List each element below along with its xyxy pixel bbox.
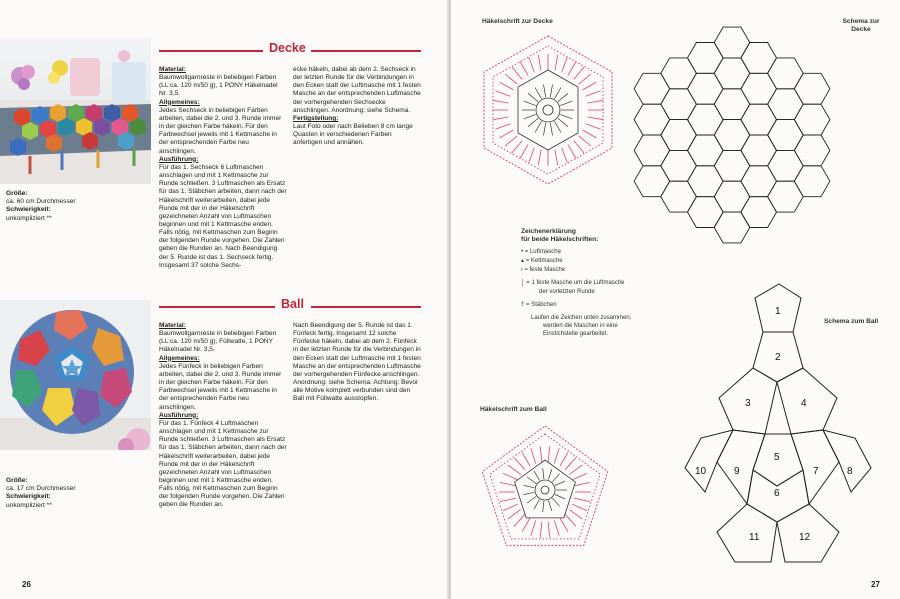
stitch-mark	[540, 522, 542, 538]
pentagon-label-8: 8	[847, 466, 853, 477]
stitch-mark	[572, 473, 587, 480]
stitch-mark	[524, 114, 536, 119]
kettmasche-symbol: ▴	[521, 258, 526, 264]
schema-hexagon	[661, 58, 697, 89]
decke-groesse-value: ca. 60 cm Durchmesser	[6, 198, 76, 206]
stitch-mark	[514, 458, 525, 470]
stitch-mark	[544, 123, 546, 136]
stitch-mark	[579, 74, 591, 84]
stitch-mark	[528, 93, 538, 101]
stitch-mark	[555, 88, 562, 99]
stitch-mark	[554, 521, 559, 536]
pentagon-9	[717, 430, 765, 504]
ball-title: Ball	[281, 297, 304, 311]
stitch-mark	[572, 504, 587, 511]
schema-hexagon	[661, 120, 697, 151]
stitch-mark	[493, 100, 509, 103]
ball-groesse-value: ca. 17 cm Durchmesser	[6, 485, 76, 493]
schema-hexagon	[741, 73, 777, 104]
schema-hexagon	[688, 104, 724, 135]
stitch-mark	[569, 510, 582, 519]
stitch-mark	[574, 498, 590, 501]
ball-paragraph: Jedes Fünfeck in beliebigen Farben arbeiten, dabei die 2. und 3. Runde immer in der gleichen Farbe häkeln. Für den Farbwechsel jeweils mit 1 Kettmasche in der entsprechenden Farbe neu anschlingen.	[159, 362, 282, 411]
schema-hexagon	[794, 166, 830, 197]
stitch-mark	[558, 118, 568, 126]
lange-masche-symbol: ⌡	[521, 280, 527, 286]
stitch-mark	[558, 93, 568, 101]
schema-hexagon	[688, 73, 724, 104]
stitch-mark	[586, 124, 601, 130]
zeichen-line1: Zeichenerklärung	[521, 228, 576, 235]
legend-note-1: Laufen die Zeichen unten zusammen,	[531, 315, 632, 321]
schema-hexagon	[688, 197, 724, 228]
ball-schwierigkeit-value: unkompliziert **	[6, 501, 52, 509]
stitch-mark	[555, 55, 558, 71]
legend	[521, 248, 671, 338]
stitch-mark	[565, 514, 576, 526]
pentagon-label-4: 4	[801, 398, 807, 409]
stitch-mark	[587, 117, 603, 120]
stitch-mark	[512, 67, 522, 79]
stitch-mark	[527, 497, 536, 503]
decke-paragraph: Für das 1. Sechseck 6 Luftmaschen anschlagen und mit 1 Kettmasche zur Runde schließen. 3 Luftmaschen als Ersatz für das 1. Stäbchen arbeiten, dann nach der Häkelschrift weiterarbeiten, dabei jede Runde mit der in der Häkelschrift gezeichneten Anzahl von Luftmaschen beginnen und mit 1 Kettmasche enden. Falls nötig, mit Kettmaschen zum Beginn der folgenden Runde vorgehen. Die Zahlen geben die Runden an. Nach Beendigung der 5. Runde ist das 1. Sechseck fertig. Insgesamt 37 solche Sechs-	[159, 163, 287, 269]
stitch-mark	[548, 469, 551, 479]
legend-luftmasche: = Luftmasche	[524, 249, 561, 255]
schema-hexagon	[794, 73, 830, 104]
stitch-mark	[493, 117, 509, 120]
pentagon-label-12: 12	[799, 532, 811, 543]
decke-paragraph: Jedes Sechseck in beliebigen Farben arbeiten, dabei die 2. und 3. Runde immer in der gleichen Farbe häkeln. Für den Farbwechsel jeweils mit 1 Kettmasche in der entsprechenden Farbe neu anschlingen.	[159, 106, 282, 155]
schema-hexagon	[714, 89, 750, 120]
stitch-mark	[535, 88, 542, 99]
haekelschrift-ball-label: Häkelschrift zum Ball	[480, 406, 547, 413]
schema-hexagon	[688, 135, 724, 166]
stitch-mark	[520, 145, 528, 159]
stitch-mark	[562, 57, 568, 72]
stitch-mark	[534, 471, 540, 481]
ball-heading: Material:	[159, 322, 186, 329]
stitch-mark	[568, 62, 576, 76]
schema-hexagon	[634, 73, 670, 104]
stitch-mark	[560, 518, 568, 532]
schema-hexagon	[768, 181, 804, 212]
stitch-mark	[514, 514, 525, 526]
stitch-mark	[522, 452, 530, 466]
ball-paragraph: Für das 1. Fünfeck 4 Luftmaschen anschlagen und mit 1 Kettmasche zur Runde schließen. 3 Luftmaschen als Ersatz für das 1. Stäbchen arbeiten, dann nach der Häkelschrift weiterarbeiten, dabei jede Runde mit der in der Häkelschrift gezeichneten Anzahl von Luftmaschen beginnen und mit 1 Kettmasche enden. Falls nötig, mit Kettmaschen zum Beginn der folgenden Runde vorgehen. Die Zahlen geben die Runden an.	[159, 419, 287, 509]
ball-schwierigkeit-label: Schwierigkeit:	[6, 493, 51, 501]
stitch-mark	[587, 100, 603, 103]
stitch-mark	[574, 482, 590, 485]
decke-photo	[0, 38, 151, 184]
stitch-mark	[529, 148, 535, 163]
schema-decke-line1: Schema zur	[842, 18, 880, 25]
stitch-mark	[500, 130, 514, 138]
stitch-mark	[503, 473, 518, 480]
stitch-mark	[540, 446, 542, 462]
schema-hexagon	[688, 166, 724, 197]
ball-paragraph: Nach Beendigung der 5. Runde ist das 1. Fünfeck fertig. Insgesamt 12 solche Fünfecke häkeln, dabei ab dem 2. Fünfeck in der letzten Runde für die Verbindungen in den Ecken statt der Luftmasche mit 1 festen Masche an der entsprechenden Luftmasche der vorhergehenden Fünfecke anschlingen. Anordnung: siehe Schema. Achtung: Bevor alle Motive komplett verbunden sind den Ball mit Füllwatte ausstopfen.	[293, 322, 421, 403]
stitch-mark	[538, 149, 541, 165]
decke-heading: Allgemeines:	[159, 98, 200, 106]
pentagon-label-1: 1	[775, 306, 781, 317]
ball-heading: Allgemeines:	[159, 354, 200, 362]
schema-hexagon	[768, 89, 804, 120]
stitch-mark	[548, 522, 550, 538]
legend-feste-masche: = feste Masche	[524, 267, 566, 273]
pentagon-4	[777, 368, 837, 434]
stitch-mark	[531, 521, 536, 536]
zeichen-line2: für beide Häkelschriften:	[521, 236, 599, 243]
stitch-mark	[512, 141, 522, 153]
schema-hexagon	[768, 120, 804, 151]
schema-hexagon	[768, 150, 804, 181]
schema-hexagon	[714, 181, 750, 212]
schema-hexagon	[741, 166, 777, 197]
decke-title-row	[159, 41, 421, 56]
right-page	[451, 0, 900, 599]
stitch-mark	[554, 448, 559, 463]
stitch-mark	[583, 130, 597, 138]
stitch-mark	[555, 121, 562, 132]
stitch-mark	[503, 504, 518, 511]
legend-feste-masche-um: = 1 feste Masche um die Luftmasche	[526, 280, 625, 286]
stitch-mark	[527, 477, 536, 483]
decke-column-2	[293, 66, 421, 148]
pentagon-label-2: 2	[775, 352, 781, 363]
stitch-mark	[522, 518, 530, 532]
decke-schema	[623, 14, 841, 256]
stitch-mark	[583, 82, 597, 90]
decke-heading: Ausführung:	[159, 155, 199, 163]
schema-hexagon	[661, 150, 697, 181]
schema-hexagon	[741, 104, 777, 135]
stitch-mark	[520, 62, 528, 76]
legend-staebchen: = Stäbchen	[526, 302, 557, 308]
stitch-mark	[555, 481, 565, 485]
ball-paragraph: Baumwollgarnreste in beliebigen Farben (LL ca. 120 m/50 g), Füllwatte, 1 PONY Häkelnadel Nr. 3,5.	[159, 330, 277, 354]
decke-groesse-label: Größe:	[6, 190, 28, 197]
stitch-mark	[524, 492, 535, 494]
staebchen-symbol: †	[521, 302, 527, 308]
schema-hexagon	[714, 120, 750, 151]
stitch-mark	[524, 485, 535, 487]
ball-heading: Ausführung:	[159, 411, 199, 419]
schema-hexagon	[661, 89, 697, 120]
page-number-right: 27	[871, 580, 880, 589]
schema-decke-label	[838, 18, 884, 34]
ball-crochet-chart	[475, 418, 615, 558]
ball-size	[6, 477, 146, 510]
pentagon-label-9: 9	[734, 466, 740, 477]
stitch-mark	[552, 474, 559, 482]
ball-column-2	[293, 322, 421, 404]
stitch-mark	[548, 446, 550, 462]
schema-hexagon	[714, 58, 750, 89]
stitch-mark	[544, 84, 546, 97]
stitch-mark	[495, 124, 510, 130]
legend-note-2: werden die Maschen in eine	[543, 323, 618, 329]
stitch-mark	[574, 141, 584, 153]
stitch-mark	[560, 101, 572, 106]
schema-hexagon	[768, 58, 804, 89]
stitch-mark	[500, 82, 514, 90]
feste-masche-symbol: ı	[521, 267, 525, 273]
pentagon-label-10: 10	[695, 466, 707, 477]
ball-title-row	[159, 297, 421, 312]
schema-hexagon	[714, 212, 750, 243]
schema-hexagon	[634, 135, 670, 166]
stitch-mark	[524, 101, 536, 106]
stitch-mark	[562, 148, 568, 163]
decke-title: Decke	[269, 41, 306, 55]
ball-column-1	[159, 322, 287, 510]
stitch-mark	[508, 510, 521, 519]
stitch-mark	[548, 501, 551, 511]
decke-crochet-chart	[473, 30, 623, 190]
stitch-mark	[495, 91, 510, 97]
left-page	[0, 0, 449, 599]
schema-hexagon	[634, 166, 670, 197]
schema-hexagon	[794, 135, 830, 166]
page-number-left: 26	[22, 580, 31, 589]
stitch-mark	[531, 448, 536, 463]
legend-vorletzte-runde: der vorletzten Runde	[539, 289, 595, 295]
decke-paragraph: Laut Foto oder nach Belieben 8 cm lange Quasten in verschiedenen Farben anfertigen und annähen.	[293, 123, 413, 147]
schema-hexagon	[661, 181, 697, 212]
decke-paragraph: Baumwollgarnreste in beliebigen Farben (LL ca. 120 m/50 g), 1 PONY Häkelnadel Nr. 3,5.	[159, 74, 278, 98]
pentagon-11	[717, 504, 777, 562]
stitch-mark	[528, 118, 538, 126]
schema-decke-line2: Decke	[851, 26, 871, 33]
schema-hexagon	[741, 197, 777, 228]
stitch-mark	[569, 465, 582, 474]
legend-kettmasche: = Kettmasche	[525, 258, 563, 264]
stitch-mark	[574, 67, 584, 79]
stitch-mark	[543, 468, 544, 479]
pentagon-label-6: 6	[774, 488, 780, 499]
ball-groesse-label: Größe:	[6, 477, 28, 484]
schema-hexagon	[714, 27, 750, 58]
stitch-mark	[534, 500, 540, 510]
stitch-mark	[505, 74, 517, 84]
pentagon-8	[823, 430, 871, 492]
stitch-mark	[555, 149, 558, 165]
schema-hexagon	[741, 43, 777, 74]
stitch-mark	[560, 114, 572, 119]
stitch-mark	[538, 55, 541, 71]
decke-heading: Material:	[159, 66, 186, 73]
ball-photo	[0, 300, 151, 450]
stitch-mark	[552, 498, 559, 506]
decke-heading: Fertigstellung:	[293, 114, 339, 122]
stitch-mark	[586, 91, 601, 97]
stitch-mark	[500, 498, 516, 501]
stitch-mark	[568, 145, 576, 159]
pentagon-label-7: 7	[813, 466, 819, 477]
decke-schwierigkeit-value: unkompliziert **	[6, 214, 52, 222]
pentagon-label-5: 5	[774, 452, 780, 463]
schema-hexagon	[794, 104, 830, 135]
schema-hexagon	[688, 43, 724, 74]
luftmasche-symbol: •	[521, 249, 525, 255]
stitch-mark	[500, 482, 516, 485]
stitch-mark	[565, 458, 576, 470]
stitch-mark	[543, 501, 544, 512]
ball-schema	[663, 282, 891, 578]
stitch-mark	[550, 84, 552, 97]
pentagon-label-3: 3	[745, 398, 751, 409]
decke-size	[6, 190, 146, 223]
stitch-mark	[579, 136, 591, 146]
decke-column-1	[159, 66, 287, 270]
stitch-mark	[555, 495, 565, 499]
schema-hexagon	[634, 104, 670, 135]
schema-hexagon	[714, 150, 750, 181]
stitch-mark	[535, 121, 542, 132]
haekelschrift-decke-label: Häkelschrift zur Decke	[482, 18, 553, 25]
pentagon-10	[685, 430, 733, 492]
zeichenerklaerung	[521, 228, 598, 244]
stitch-mark	[560, 452, 568, 466]
stitch-mark	[529, 57, 535, 72]
schema-ball-label: Schema zum Ball	[824, 318, 879, 325]
stitch-mark	[505, 136, 517, 146]
decke-schwierigkeit-label: Schwierigkeit:	[6, 206, 51, 214]
stitch-mark	[508, 465, 521, 474]
stitch-mark	[550, 123, 552, 136]
decke-paragraph: ecke häkeln, dabei ab dem 2. Sechseck in der letzten Runde für die Verbindungen in den Ecken statt der Luftmasche mit 1 festen Masche an der entsprechenden Luftmasche der vorhergehenden Sechsecke anschlingen. Anordnung: siehe Schema.	[293, 66, 421, 114]
pentagon-label-11: 11	[749, 532, 760, 543]
legend-note-3: Einstichstelle gearbeitet.	[543, 331, 609, 337]
schema-hexagon	[741, 135, 777, 166]
